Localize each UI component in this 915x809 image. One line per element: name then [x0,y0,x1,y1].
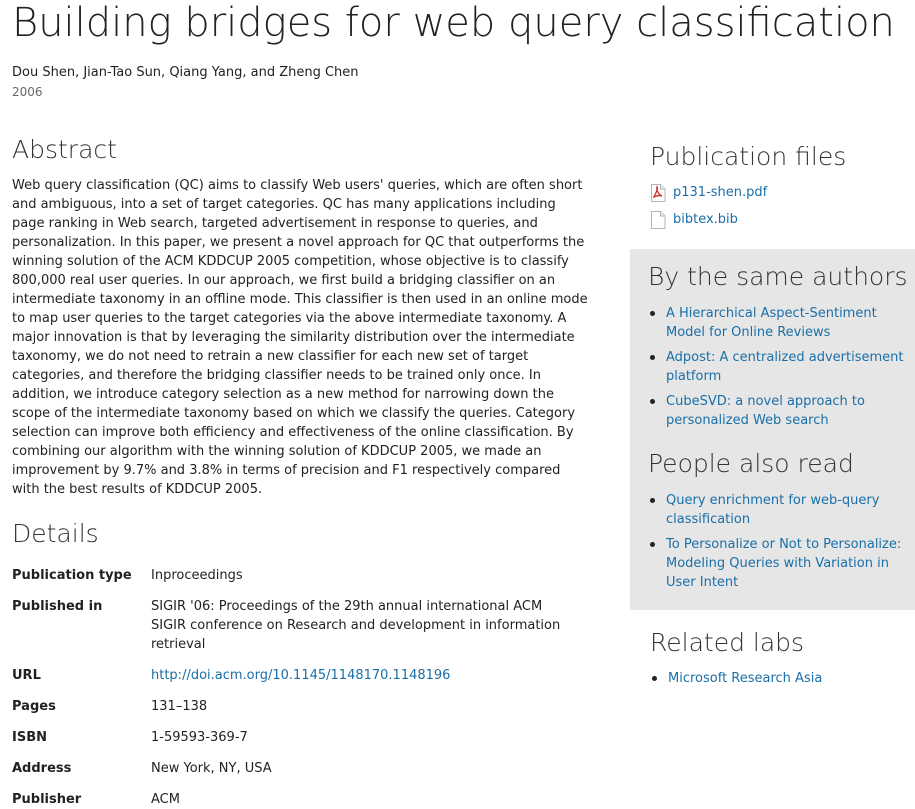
abstract-heading: Abstract [12,135,117,164]
details-heading: Details [12,519,99,548]
detail-value: 1-59593-369-7 [151,730,248,745]
list-item [648,304,910,342]
detail-label: Address [12,761,72,776]
related-paper-link[interactable]: To Personalize or Not to Personalize: Modeling Queries with Variation in User Intent [666,537,902,590]
detail-value: SIGIR '06: Proceedings of the 29th annual international ACM SIGIR conference on Research and development in information retrieval [151,599,561,652]
publication-files-section [650,141,910,227]
list-item [648,491,910,529]
related-content-panel [630,249,915,610]
detail-label: ISBN [12,730,47,745]
author-list: Dou Shen, Jian-Tao Sun, Qiang Yang, and Zheng Chen [12,65,359,80]
people-also-read-heading: People also read [648,449,854,478]
detail-value: Inproceedings [151,568,243,583]
detail-label: Pages [12,699,56,714]
related-labs-section [650,627,910,686]
bullet-icon [650,498,655,503]
file-name[interactable]: bibtex.bib [673,212,738,227]
list-item [648,348,910,386]
related-paper-link[interactable]: CubeSVD: a novel approach to personalized Web search [666,394,865,428]
list-item [648,535,910,592]
detail-label: Publication type [12,568,132,583]
list-item [650,669,912,688]
abstract-text: Web query classification (QC) aims to classify Web users' queries, which are often short and ambiguous, into a set of target categories. QC has many applications including page ranking in Web search, targeted advertisement in response to queries, and personalization. In this paper, we present a novel approach for QC that outperforms the winning solution of the ACM KDDCUP 2005 competition, whose objective is to classify 800,000 real user queries. In our approach, we first build a bridging classifier on an intermediate taxonomy in an offline mode. This classifier is then used in an online mode to map user queries to the target categories via the above intermediate taxonomy. A major innovation is that by leveraging the similarity distribution over the intermediate taxonomy, we do not need to retrain a new classifier for each new set of target categories, and therefore the bridging classifier needs to be trained only once. In addition, we introduce category selection as a new method for narrowing down the scope of the intermediate taxonomy based on which we classify the queries. Category selection can improve both efficiency and effectiveness of the online classification. By combining our algorithm with the winning solution of KDDCUP 2005, we made an improvement by 9.7% and 3.8% in terms of precision and F1 respectively compared with the best results of KDDCUP 2005. [12,178,588,497]
page-title: Building bridges for web query classification [12,0,895,46]
bullet-icon [650,311,655,316]
detail-value: New York, NY, USA [151,761,272,776]
list-item [648,392,910,430]
publication-year: 2006 [12,85,43,99]
pdf-file-icon [650,184,666,202]
related-labs-heading: Related labs [650,628,805,657]
detail-value: ACM [151,792,180,807]
related-paper-link[interactable]: A Hierarchical Aspect-Sentiment Model for Online Reviews [666,306,877,340]
lab-link[interactable]: Microsoft Research Asia [668,671,823,686]
bullet-icon [652,676,657,681]
related-paper-link[interactable]: Query enrichment for web-query classification [666,493,880,527]
people-also-read-list [648,491,910,598]
same-authors-list [648,304,910,436]
related-labs-list [650,669,912,694]
same-authors-heading: By the same authors [648,262,908,291]
doi-link[interactable]: http://doi.acm.org/10.1145/1148170.1148196 [151,668,451,683]
bullet-icon [650,355,655,360]
file-name[interactable]: p131-shen.pdf [673,185,768,200]
detail-value: 131–138 [151,699,208,714]
detail-label: Published in [12,599,103,614]
related-paper-link[interactable]: Adpost: A centralized advertisement platform [666,350,904,384]
bullet-icon [650,542,655,547]
publication-files-heading: Publication files [650,142,847,171]
document-file-icon [650,211,666,229]
bullet-icon [650,399,655,404]
detail-label: URL [12,668,41,683]
detail-label: Publisher [12,792,82,807]
